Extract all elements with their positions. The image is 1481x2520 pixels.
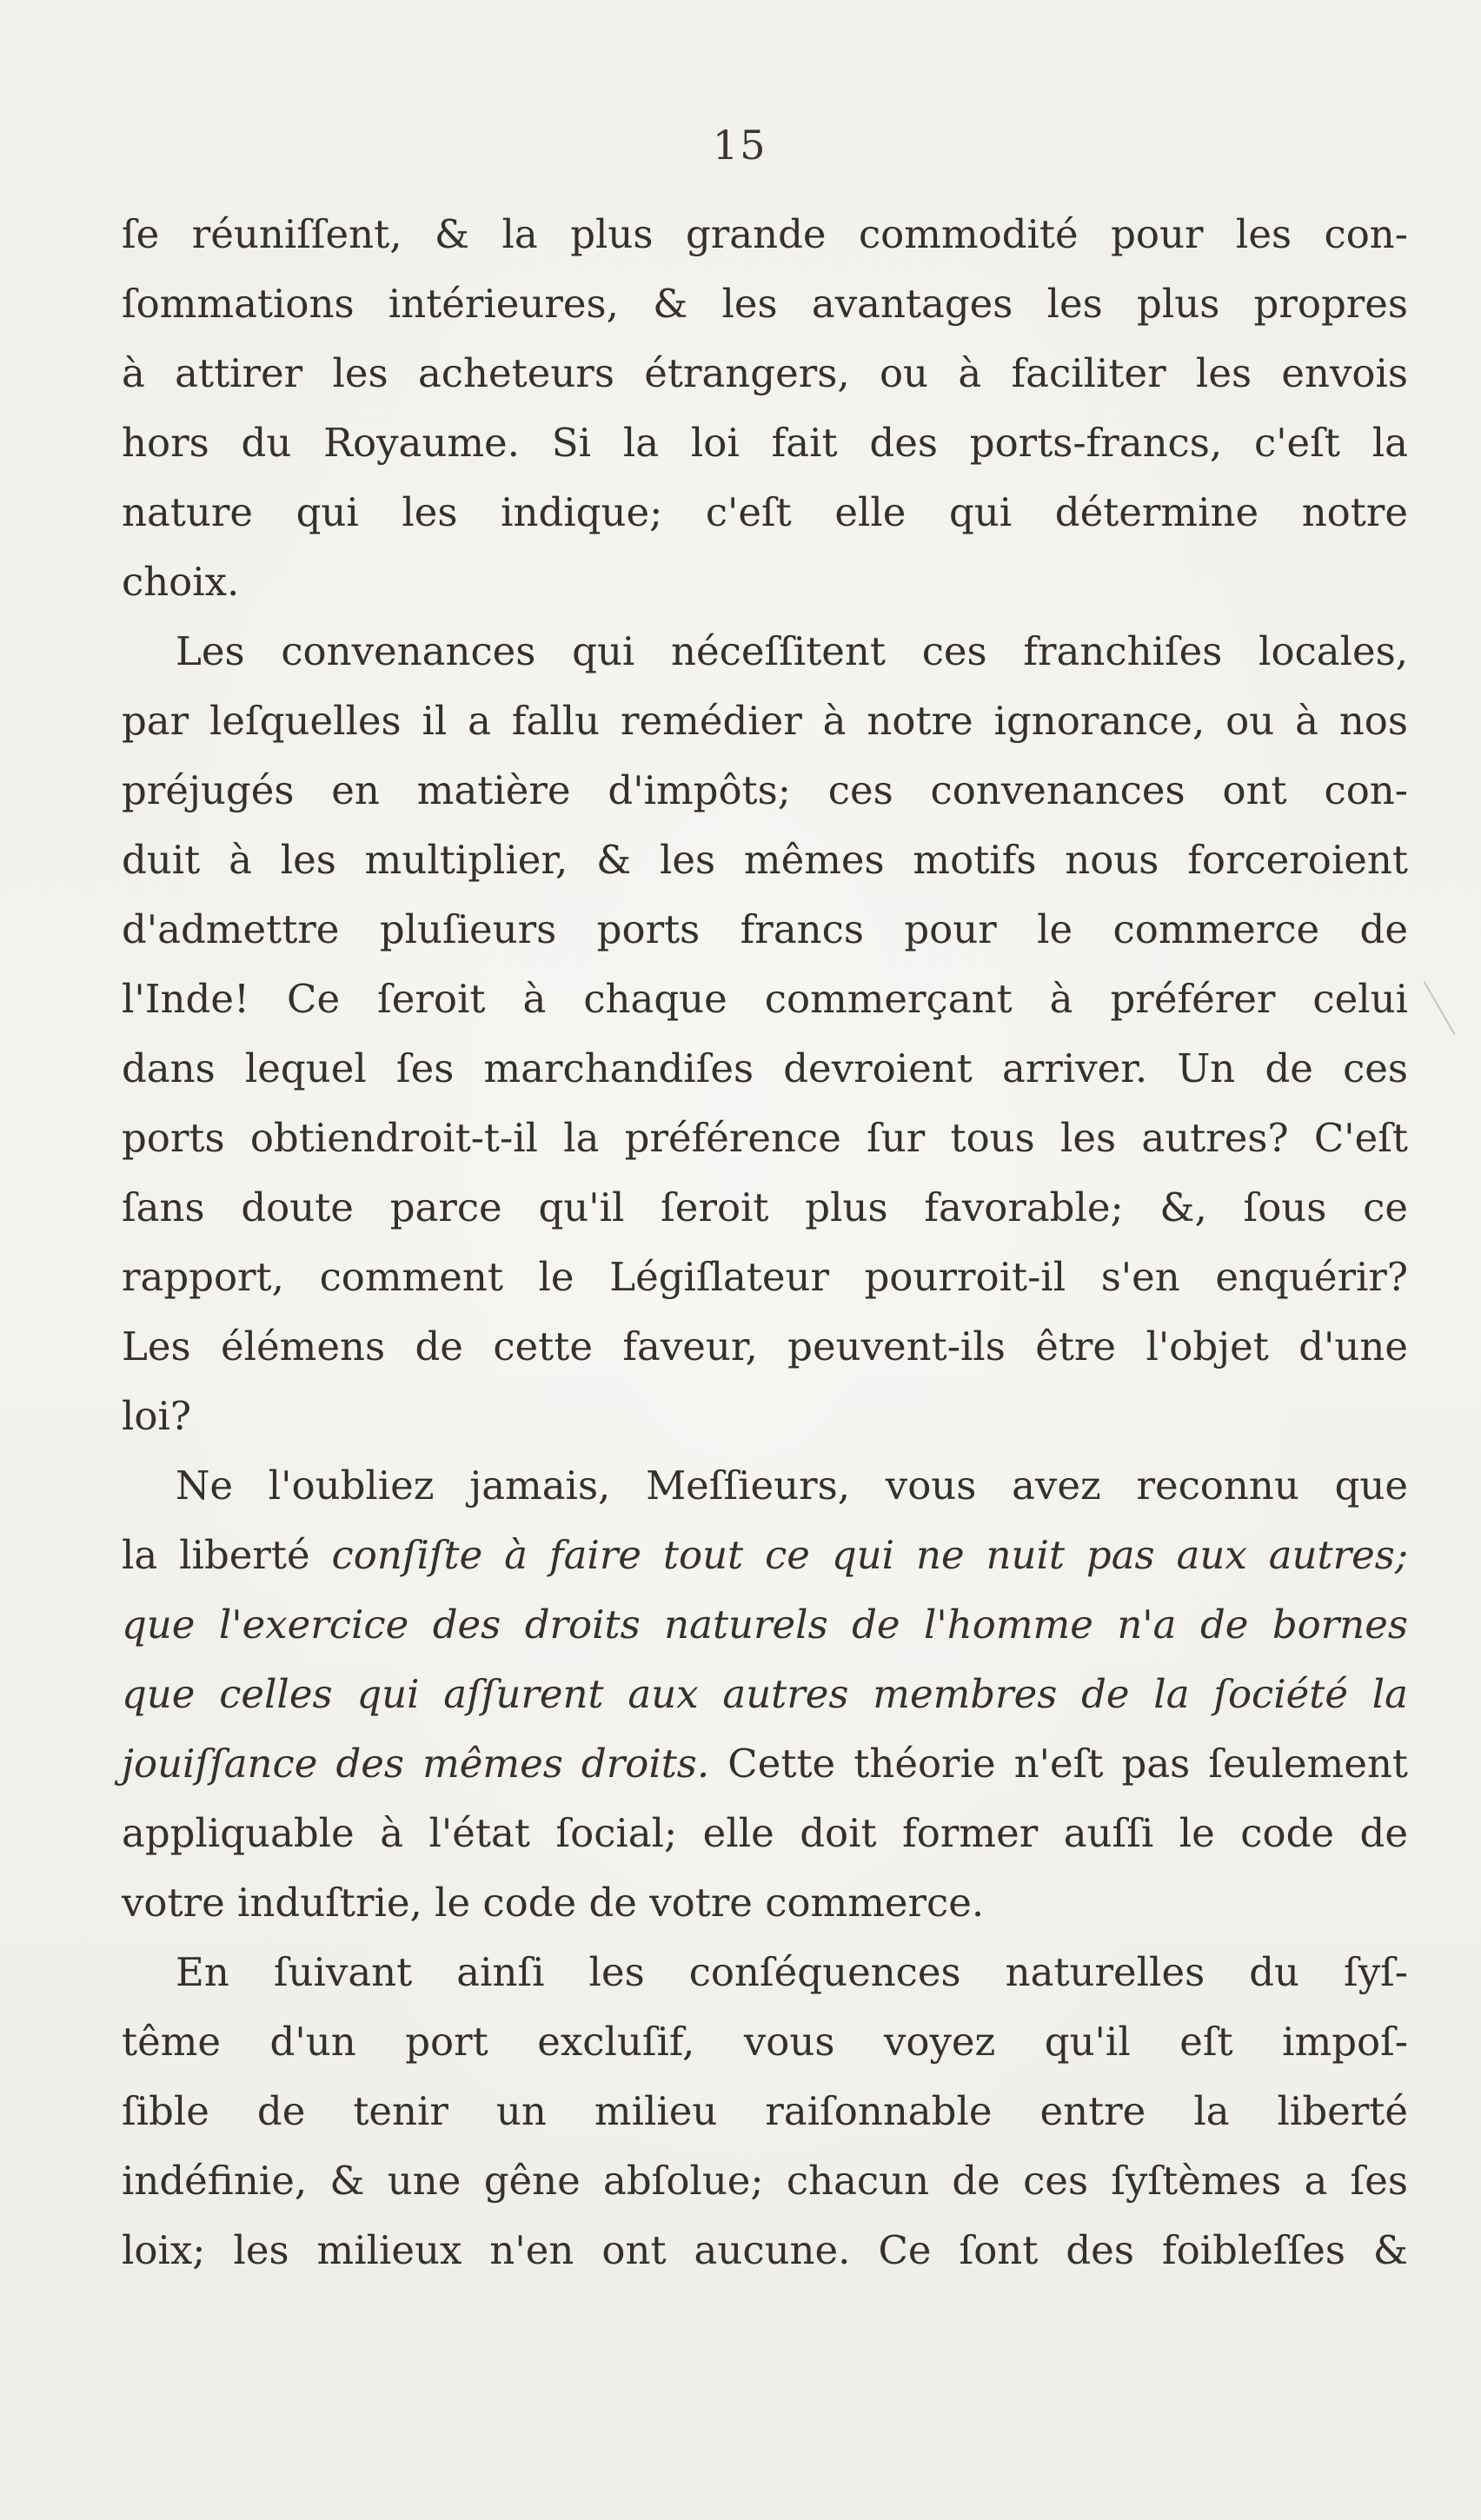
text-line [122,1660,1408,1729]
text-line [122,1173,1408,1243]
italic-text: que celles qui aſſurent aux autres membres de la ſociété la [122,1671,1408,1717]
page-number: 15 [713,122,767,169]
text-segment: à attirer les acheteurs étrangers, ou à faciliter les envois [122,350,1408,396]
text-segment: préjugés en matière d'impôts; ces convenances ont con- [122,767,1408,813]
text-line [122,2007,1408,2077]
text-line [122,1938,1408,2007]
text-segment: ſommations intérieures, & les avantages les plus propres [122,281,1408,327]
text-line [122,339,1408,408]
text-line [122,547,1408,617]
text-line [122,1729,1408,1799]
text-segment: Les convenances qui néceſſitent ces franchiſes locales, [176,628,1408,674]
text-line [122,965,1408,1034]
text-line [122,686,1408,756]
text-segment: par leſquelles il a fallu remédier à notre ignorance, ou à nos [122,698,1408,744]
text-segment: loi? [122,1393,192,1439]
text-segment: ports obtiendroit-t-il la préférence ſur tous les autres? C'eſt [122,1115,1408,1161]
text-segment: ſe réuniſſent, & la plus grande commodité pour les con- [122,211,1408,257]
body-text [122,200,1408,2285]
text-line [122,1799,1408,1868]
text-segment: Les élémens de cette faveur, peuvent-ils être l'objet d'une [122,1323,1408,1369]
text-segment: hors du Royaume. Si la loi fait des ports-francs, c'eſt la [122,420,1408,466]
text-line [122,1521,1408,1590]
text-segment: duit à les multiplier, & les mêmes motifs nous forceroient [122,837,1408,883]
text-segment: la liberté [122,1532,332,1578]
text-line [122,1034,1408,1104]
text-line [122,200,1408,269]
text-segment: Cette théorie n'eſt pas ſeulement [709,1741,1409,1787]
text-line [122,478,1408,547]
italic-text: que l'exercice des droits naturels de l'homme n'a de bornes [122,1602,1408,1648]
text-line [122,1243,1408,1312]
text-line [122,826,1408,895]
text-line [122,756,1408,826]
text-line [122,1104,1408,1173]
text-segment: dans lequel ſes marchandiſes devroient arriver. Un de ces [122,1045,1408,1091]
text-line [122,1312,1408,1382]
text-line [122,1590,1408,1660]
text-line [122,2077,1408,2146]
text-segment: ſans doute parce qu'il ſeroit plus favorable; &, ſous ce [122,1184,1408,1230]
text-segment: appliquable à l'état ſocial; elle doit former auſſi le code de [122,1810,1408,1856]
text-line [122,2146,1408,2216]
text-segment: d'admettre pluſieurs ports francs pour le commerce de [122,906,1408,952]
text-segment: tême d'un port excluſif, vous voyez qu'il eſt impoſ- [122,2019,1408,2065]
text-line [122,895,1408,965]
text-line [122,617,1408,686]
text-segment: choix. [122,559,240,605]
text-segment: nature qui les indique; c'eſt elle qui détermine notre [122,489,1408,535]
text-segment: votre induſtrie, le code de votre commerce. [122,1880,985,1926]
text-line [122,1382,1408,1451]
text-line [122,408,1408,478]
text-segment: Ne l'oubliez jamais, Meſſieurs, vous avez reconnu que [176,1462,1408,1509]
text-line [122,269,1408,339]
text-segment: En ſuivant ainſi les conſéquences naturelles du ſyſ- [176,1949,1408,1995]
text-segment: l'Inde! Ce ſeroit à chaque commerçant à préférer celui [122,976,1408,1022]
text-segment: ſible de tenir un milieu raiſonnable entre la liberté [122,2088,1408,2134]
text-segment: rapport, comment le Légiſlateur pourroit-il s'en enquérir? [122,1254,1408,1300]
text-line [122,1868,1408,1938]
text-segment: indéfinie, & une gêne abſolue; chacun de ces ſyſtèmes a ſes [122,2158,1408,2204]
text-segment: loix; les milieux n'en ont aucune. Ce ſont des foibleſſes & [122,2227,1408,2273]
italic-text: jouiſſance des mêmes droits. [122,1741,710,1787]
italic-text: conſiſte à faire tout ce qui ne nuit pas aux autres; [331,1532,1408,1578]
margin-mark [1424,981,1456,1035]
text-line [122,2216,1408,2285]
text-line [122,1451,1408,1521]
